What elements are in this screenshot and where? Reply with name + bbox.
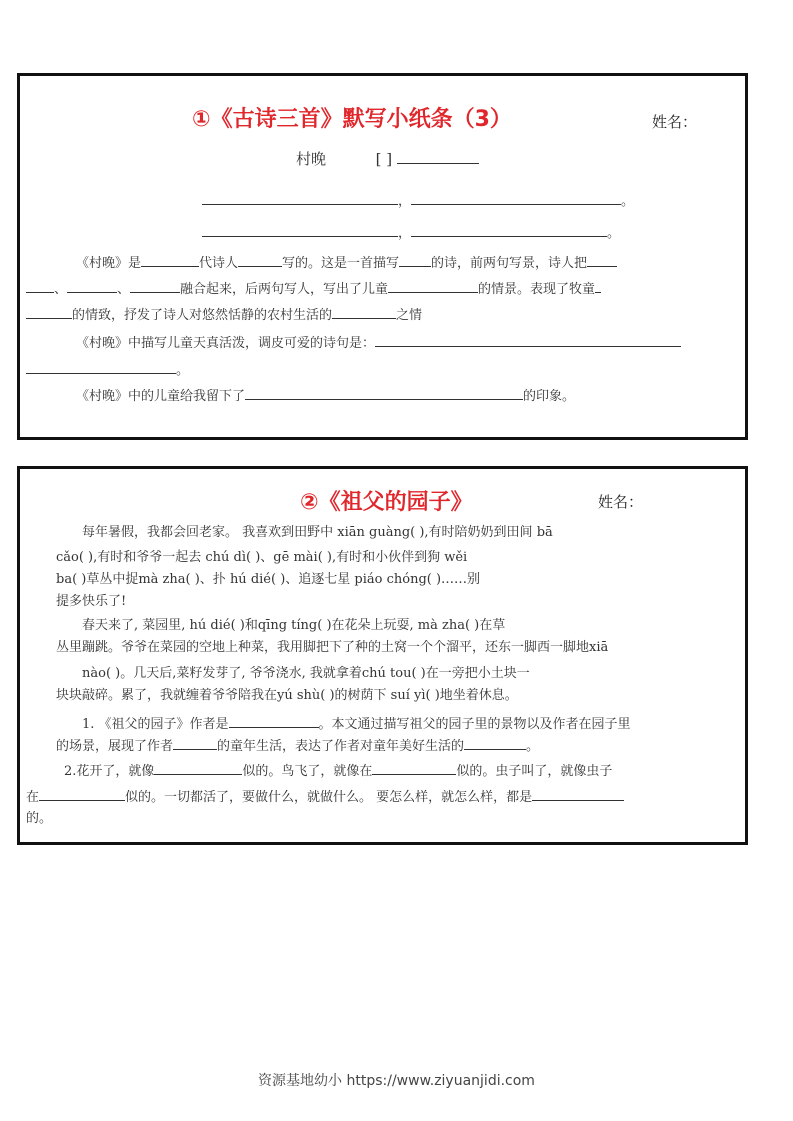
poem-dynasty-bracket: [ ] [375, 150, 393, 168]
p2-line-3: nào( )。几天后,菜籽发芽了, 爷爷浇水, 我就拿着chú tou( )在一旁把小土块一 [82, 666, 530, 681]
p1-line-1: 每年暑假，我都会回老家。 我喜欢到田野中 xiān guàng( ),有时陪奶奶到田间 bā [82, 525, 553, 540]
q1-line-2: 的场景，展现了作者 的童年生活，表达了作者对童年美好生活的 。 [56, 736, 539, 755]
answer-blank[interactable] [372, 761, 456, 775]
answer-blank[interactable] [587, 253, 617, 267]
poet-blank[interactable] [397, 150, 479, 164]
answer-blank[interactable] [26, 305, 72, 319]
p2-line-2: 丛里蹦跳。爷爷在菜园的空地上种菜，我用脚把下了种的土窝一个个溜平，还东一脚西一脚地xiā [56, 640, 609, 655]
answer-blank[interactable] [39, 787, 125, 801]
answer-blank[interactable] [154, 761, 242, 775]
card2-title: ②《祖父的园子》 [300, 490, 473, 515]
answer-blank[interactable] [399, 253, 431, 267]
p1-line-3: ba( )草丛中捉mà zha( )、扑 hú dié( )、追逐七星 piáo chóng( )……别 [56, 572, 481, 587]
poem-blank[interactable] [202, 191, 398, 205]
answer-blank[interactable] [130, 279, 180, 293]
answer-blank[interactable] [26, 279, 54, 293]
answer-blank[interactable] [532, 787, 624, 801]
poem-blank[interactable] [411, 191, 621, 205]
poem-line-1: ， 。 [202, 191, 634, 210]
answer-blank[interactable] [26, 360, 176, 374]
p1-line-4: 提多快乐了! [56, 594, 127, 609]
name-label: 姓名： [598, 493, 644, 511]
q2-line-1: 《村晚》中描写儿童天真活泼，调皮可爱的诗句是： [76, 333, 681, 352]
p1-line-2: cǎo( ),有时和爷爷一起去 chú dì( )、gē mài( ),有时和小伙伴到狗 wěi [56, 550, 468, 565]
q2-line-1: 2.花开了，就像 似的。鸟飞了，就像在 似的。虫子叫了，就像虫子 [64, 761, 612, 780]
name-label: 姓名： [652, 113, 698, 131]
poem-heading [296, 150, 479, 167]
answer-blank[interactable] [238, 253, 282, 267]
answer-blank[interactable] [141, 253, 199, 267]
q3-line: 《村晚》中的儿童给我留下了 的印象。 [76, 386, 575, 405]
q2-line-3: 的。 [26, 811, 53, 826]
q1-line-2: 、 、 融合起来，后两句写人，写出了儿童 的情景。表现了牧童 [26, 279, 601, 298]
q1-line-1: 《村晚》是 代诗人 写的。这是一首描写 的诗，前两句写景，诗人把 [76, 253, 617, 272]
answer-blank[interactable] [375, 333, 681, 347]
site-footer: 资源基地幼小 https://www.ziyuanjidi.com [258, 1073, 535, 1089]
answer-blank[interactable] [173, 736, 217, 750]
answer-blank[interactable] [464, 736, 526, 750]
answer-blank[interactable] [245, 386, 523, 400]
poem-blank[interactable] [411, 223, 607, 237]
answer-blank[interactable] [332, 305, 396, 319]
answer-blank[interactable] [388, 279, 478, 293]
p2-line-4: 块块敲碎。累了，我就缠着爷爷陪我在yú shù( )的树荫下 suí yì( )地坐着休息。 [56, 688, 518, 703]
poem-blank[interactable] [202, 223, 398, 237]
q1-line-3: 的情致，抒发了诗人对悠然恬静的农村生活的 之情 [26, 305, 422, 324]
card1-title: ①《古诗三首》默写小纸条（3） [192, 107, 512, 132]
poem-line-2: ， 。 [202, 223, 620, 242]
q2-line-2: 在 似的。一切都活了，要做什么，就做什么。 要怎么样，就怎么样，都是 [26, 787, 624, 806]
q2-line-2: 。 [26, 360, 189, 379]
answer-blank[interactable] [229, 714, 319, 728]
q1-line-1: 1. 《祖父的园子》作者是 。本文通过描写祖父的园子里的景物以及作者在园子里 [82, 714, 631, 733]
dictation-card-2 [17, 466, 748, 845]
p2-line-1: 春天来了, 菜园里, hú dié( )和qīng tíng( )在花朵上玩耍, mà zha( )在草 [82, 618, 506, 633]
poem-title: 村晚 [296, 150, 327, 168]
answer-blank[interactable] [595, 279, 601, 293]
answer-blank[interactable] [67, 279, 117, 293]
dictation-card-1 [17, 73, 748, 440]
